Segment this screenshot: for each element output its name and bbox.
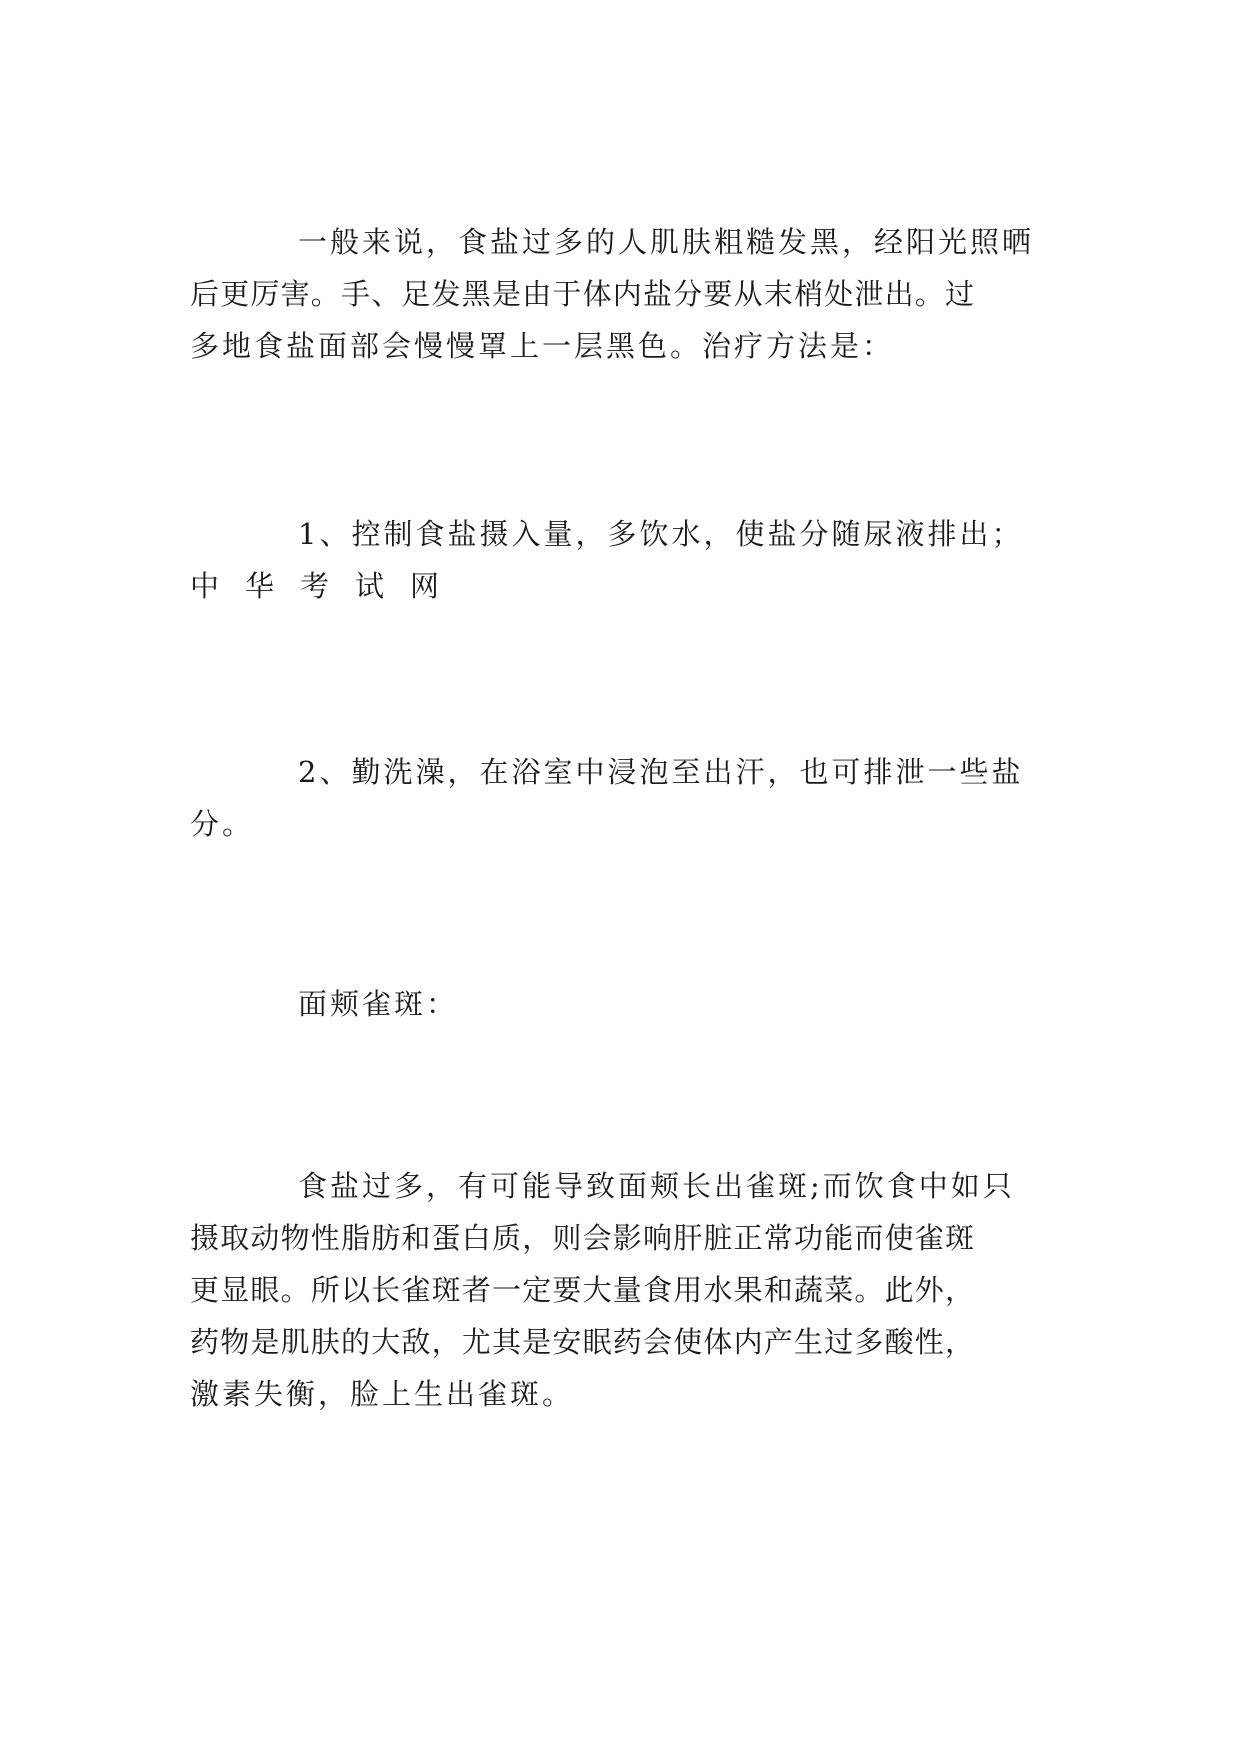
paragraph-line: 后更厉害。手、足发黑是由于体内盐分要从末梢处泄出。过: [190, 277, 976, 311]
paragraph-line: 一般来说，食盐过多的人肌肤粗糙发黑，经阳光照晒: [298, 225, 1035, 259]
paragraph-line: 1、控制食盐摄入量，多饮水，使盐分随尿液排出；: [298, 517, 1024, 551]
paragraph-line: 2、勤洗澡，在浴室中浸泡至出汗，也可排泄一些盐: [298, 755, 1024, 789]
paragraph-freckles: [190, 1160, 1060, 1420]
section-heading-freckles: [190, 978, 1060, 1030]
paragraph-line: 摄取动物性脂肪和蛋白质，则会影响肝脏正常功能而使雀斑: [190, 1221, 976, 1255]
heading-line: 面颊雀斑：: [298, 987, 459, 1021]
paragraph-treatment-2: [190, 746, 1060, 850]
paragraph-line: 食盐过多，有可能导致面颊长出雀斑;而饮食中如只: [298, 1169, 1015, 1203]
paragraph-salt-skin: [190, 216, 1060, 372]
watermark-text: 中华考试网: [190, 569, 466, 603]
paragraph-line: 更显眼。所以长雀斑者一定要大量食用水果和蔬菜。此外，: [190, 1273, 976, 1307]
paragraph-treatment-1: [190, 508, 1060, 612]
paragraph-line: 激素失衡，脸上生出雀斑。: [190, 1377, 575, 1411]
paragraph-line: 药物是肌肤的大敌，尤其是安眠药会使体内产生过多酸性，: [190, 1325, 976, 1359]
paragraph-line: 多地食盐面部会慢慢罩上一层黑色。治疗方法是：: [190, 329, 895, 363]
paragraph-line: 分。: [190, 807, 255, 841]
